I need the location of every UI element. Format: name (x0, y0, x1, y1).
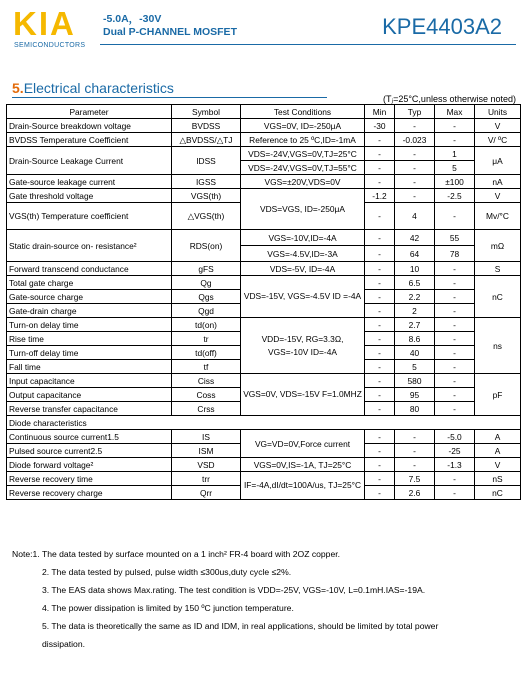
cell-unit: V (475, 189, 521, 203)
cell-parameter: Total gate charge (7, 276, 172, 290)
cell-parameter: Drain-Source Leakage Current (7, 147, 172, 175)
cell-symbol: IDSS (172, 147, 241, 175)
cell-symbol: Crss (172, 402, 241, 416)
cell-typ: - (395, 430, 435, 444)
cell-symbol: tr (172, 332, 241, 346)
cell-min: - (365, 147, 395, 161)
cell-parameter: Static drain-source on- resistance² (7, 230, 172, 262)
cell-max: - (435, 119, 475, 133)
cell-min: - (365, 203, 395, 230)
cell-max: - (435, 486, 475, 500)
cell-condition: VDS=-24V,VGS=0V,TJ=55°C (241, 161, 365, 175)
table-section-row (7, 416, 521, 430)
cell-unit: nA (475, 175, 521, 189)
cell-max: - (435, 133, 475, 147)
diode-section-label: Diode characteristics (7, 416, 521, 430)
cell-parameter: Input capacitance (7, 374, 172, 388)
table-row (7, 189, 521, 203)
table-row (7, 175, 521, 189)
note-1: Note:1. The data tested by surface mounted on a 1 inch² FR-4 board with 2OZ copper. (12, 549, 341, 559)
cell-parameter: Forward transcend conductance (7, 262, 172, 276)
cell-condition: Reference to 25 ºC,ID=-1mA (241, 133, 365, 147)
section-number: 5. (12, 80, 24, 96)
cell-condition: VGS=0V,IS=-1A, TJ=25°C (241, 458, 365, 472)
cell-min: - (365, 133, 395, 147)
cell-symbol: △VGS(th) (172, 203, 241, 230)
cell-min: - (365, 472, 395, 486)
brand-subtitle: SEMICONDUCTORS (14, 42, 86, 49)
note-5: 5. The data is theoretically the same as ID and IDM, in real applications, should be limited by total power (42, 621, 439, 631)
table-row (7, 133, 521, 147)
table-row (7, 262, 521, 276)
cell-parameter: Continuous source current1.5 (7, 430, 172, 444)
cell-unit: A (475, 430, 521, 444)
cell-unit: V (475, 119, 521, 133)
cell-parameter: Output capacitance (7, 388, 172, 402)
note-4: 4. The power dissipation is limited by 150 ºC junction temperature. (42, 603, 294, 613)
table-row (7, 230, 521, 246)
cell-condition: VG=VD=0V,Force current (241, 430, 365, 458)
cell-min: - (365, 262, 395, 276)
cell-symbol: tf (172, 360, 241, 374)
cell-unit: mΩ (475, 230, 521, 262)
cell-unit: V (475, 458, 521, 472)
cell-max: -1.3 (435, 458, 475, 472)
cell-parameter: Turn-on delay time (7, 318, 172, 332)
cell-typ: 80 (395, 402, 435, 416)
cell-min: - (365, 304, 395, 318)
cell-symbol: VGS(th) (172, 189, 241, 203)
cell-min: -30 (365, 119, 395, 133)
cell-typ: -0.023 (395, 133, 435, 147)
header-min: Min (365, 105, 395, 119)
cell-typ: - (395, 175, 435, 189)
cell-min: - (365, 360, 395, 374)
cell-min: - (365, 486, 395, 500)
cell-symbol: △BVDSS/△TJ (172, 133, 241, 147)
cell-condition: VDS=VGS, ID=-250μA (241, 189, 365, 230)
cell-unit: nS (475, 472, 521, 486)
table-row (7, 276, 521, 290)
cell-condition: VDS=-24V,VGS=0V,TJ=25°C (241, 147, 365, 161)
cell-min: - (365, 290, 395, 304)
cell-symbol: td(on) (172, 318, 241, 332)
cell-typ: 2 (395, 304, 435, 318)
cell-min: - (365, 318, 395, 332)
note-2: 2. The data tested by pulsed, pulse width ≤300us,duty cycle ≤2%. (42, 567, 292, 577)
table-header-row (7, 105, 521, 119)
cell-max: 5 (435, 161, 475, 175)
cell-max: - (435, 304, 475, 318)
cell-condition: VGS=±20V,VDS=0V (241, 175, 365, 189)
cell-max: - (435, 262, 475, 276)
cell-max: -2.5 (435, 189, 475, 203)
cell-condition: VGS=-4.5V,ID=-3A (241, 246, 365, 262)
cell-condition: VDS=-15V, VGS=-4.5V ID =-4A (241, 276, 365, 318)
cell-typ: - (395, 444, 435, 458)
cell-unit: μA (475, 147, 521, 175)
section-title-text: Electrical characteristics (23, 80, 174, 96)
cell-max: 55 (435, 230, 475, 246)
cell-max: 1 (435, 147, 475, 161)
cell-typ: - (395, 147, 435, 161)
section-divider (12, 97, 327, 98)
cell-symbol: ISM (172, 444, 241, 458)
cell-max: - (435, 360, 475, 374)
cell-typ: 40 (395, 346, 435, 360)
cell-parameter: Reverse recovery time (7, 472, 172, 486)
cell-unit: S (475, 262, 521, 276)
cell-max: - (435, 374, 475, 388)
cell-typ: - (395, 458, 435, 472)
cell-max: -25 (435, 444, 475, 458)
cell-unit: nC (475, 276, 521, 318)
note-5-continued: dissipation. (42, 639, 85, 649)
header-units: Units (475, 105, 521, 119)
cell-parameter: Gate threshold voltage (7, 189, 172, 203)
cell-max: - (435, 203, 475, 230)
cell-unit: nC (475, 486, 521, 500)
table-row (7, 472, 521, 486)
cell-unit: pF (475, 374, 521, 416)
cell-condition: VGS=0V, VDS=-15V F=1.0MHZ (241, 374, 365, 416)
table-row (7, 119, 521, 133)
cell-typ: 4 (395, 203, 435, 230)
cell-parameter: BVDSS Temperature Coefficient (7, 133, 172, 147)
cell-min: - (365, 458, 395, 472)
cell-typ: 2.7 (395, 318, 435, 332)
cell-unit: V/ ºC (475, 133, 521, 147)
cell-parameter: Turn-off delay time (7, 346, 172, 360)
brand-logo: KIA (13, 5, 76, 42)
cell-min: - (365, 175, 395, 189)
cell-min: - (365, 374, 395, 388)
electrical-characteristics-table (6, 104, 521, 500)
table-row (7, 374, 521, 388)
footnotes (12, 545, 518, 653)
cell-unit: Mv/°C (475, 203, 521, 230)
cell-symbol: IS (172, 430, 241, 444)
cell-symbol: VSD (172, 458, 241, 472)
cell-condition: VGS=-10V,ID=-4A (241, 230, 365, 246)
cell-typ: - (395, 119, 435, 133)
cell-parameter: Gate-drain charge (7, 304, 172, 318)
cell-symbol: gFS (172, 262, 241, 276)
cell-max: - (435, 402, 475, 416)
cell-typ: 2.2 (395, 290, 435, 304)
spec-rating: -5.0A，-30V (103, 13, 162, 25)
cell-symbol: IGSS (172, 175, 241, 189)
cell-typ: 42 (395, 230, 435, 246)
product-spec (103, 13, 237, 39)
cell-condition: VDD=-15V, RG=3.3Ω, VGS=-10V ID=-4A (241, 318, 365, 374)
spec-type: Dual P-CHANNEL MOSFET (103, 26, 237, 38)
cell-typ: 7.5 (395, 472, 435, 486)
cell-parameter: Gate-source leakage current (7, 175, 172, 189)
table-row (7, 458, 521, 472)
cell-min: - (365, 346, 395, 360)
header-parameter: Parameter (7, 105, 172, 119)
cell-typ: 2.6 (395, 486, 435, 500)
cell-min: - (365, 332, 395, 346)
note-3: 3. The EAS data shows Max.rating. The test condition is VDD=-25V, VGS=-10V, L=0.1mH.IAS=-19A. (42, 585, 426, 595)
cell-min: - (365, 430, 395, 444)
cell-parameter: Rise time (7, 332, 172, 346)
cell-typ: 8.6 (395, 332, 435, 346)
header-typ: Typ (395, 105, 435, 119)
cell-max: - (435, 318, 475, 332)
cell-symbol: BVDSS (172, 119, 241, 133)
cell-unit: A (475, 444, 521, 458)
cell-symbol: Qgs (172, 290, 241, 304)
cell-min: - (365, 402, 395, 416)
cell-parameter: VGS(th) Temperature coefficient (7, 203, 172, 230)
cell-max: - (435, 276, 475, 290)
cell-max: - (435, 472, 475, 486)
header-symbol: Symbol (172, 105, 241, 119)
cell-max: -5.0 (435, 430, 475, 444)
cell-max: - (435, 332, 475, 346)
cell-symbol: Qrr (172, 486, 241, 500)
cell-min: -1.2 (365, 189, 395, 203)
cell-parameter: Gate-source charge (7, 290, 172, 304)
cell-max: - (435, 346, 475, 360)
cell-condition: IF=-4A,dI/dt=100A/us, TJ=25°C (241, 472, 365, 500)
cell-symbol: Ciss (172, 374, 241, 388)
cell-typ: 10 (395, 262, 435, 276)
cell-min: - (365, 388, 395, 402)
cell-max: ±100 (435, 175, 475, 189)
cell-max: - (435, 388, 475, 402)
cell-parameter: Fall time (7, 360, 172, 374)
cell-max: - (435, 290, 475, 304)
part-number: KPE4403A2 (382, 14, 502, 39)
table-row (7, 147, 521, 161)
cell-condition: VGS=0V, ID=-250μA (241, 119, 365, 133)
cell-symbol: td(off) (172, 346, 241, 360)
cell-max: 78 (435, 246, 475, 262)
cell-typ: 95 (395, 388, 435, 402)
cell-parameter: Pulsed source current2.5 (7, 444, 172, 458)
section-title (12, 80, 174, 96)
cell-symbol: Coss (172, 388, 241, 402)
cell-min: - (365, 276, 395, 290)
cell-parameter: Reverse transfer capacitance (7, 402, 172, 416)
cell-typ: 64 (395, 246, 435, 262)
cell-unit: ns (475, 318, 521, 374)
cell-typ: 5 (395, 360, 435, 374)
cell-min: - (365, 230, 395, 246)
page-header (0, 0, 526, 64)
cell-typ: 6.5 (395, 276, 435, 290)
cell-min: - (365, 161, 395, 175)
cell-symbol: RDS(on) (172, 230, 241, 262)
cell-parameter: Diode forward voltage² (7, 458, 172, 472)
header-max: Max (435, 105, 475, 119)
cell-parameter: Drain-Source breakdown voltage (7, 119, 172, 133)
cell-parameter: Reverse recovery charge (7, 486, 172, 500)
cell-symbol: Qg (172, 276, 241, 290)
cell-symbol: trr (172, 472, 241, 486)
header-test-conditions: Test Conditions (241, 105, 365, 119)
cell-typ: 580 (395, 374, 435, 388)
cell-min: - (365, 444, 395, 458)
table-condition-note: (Tⱼ=25°C,unless otherwise noted) (383, 94, 516, 104)
cell-typ: - (395, 161, 435, 175)
cell-symbol: Qgd (172, 304, 241, 318)
header-divider (100, 44, 516, 45)
cell-min: - (365, 246, 395, 262)
cell-typ: - (395, 189, 435, 203)
cell-condition: VDS=-5V, ID=-4A (241, 262, 365, 276)
table-row (7, 318, 521, 332)
table-row (7, 430, 521, 444)
